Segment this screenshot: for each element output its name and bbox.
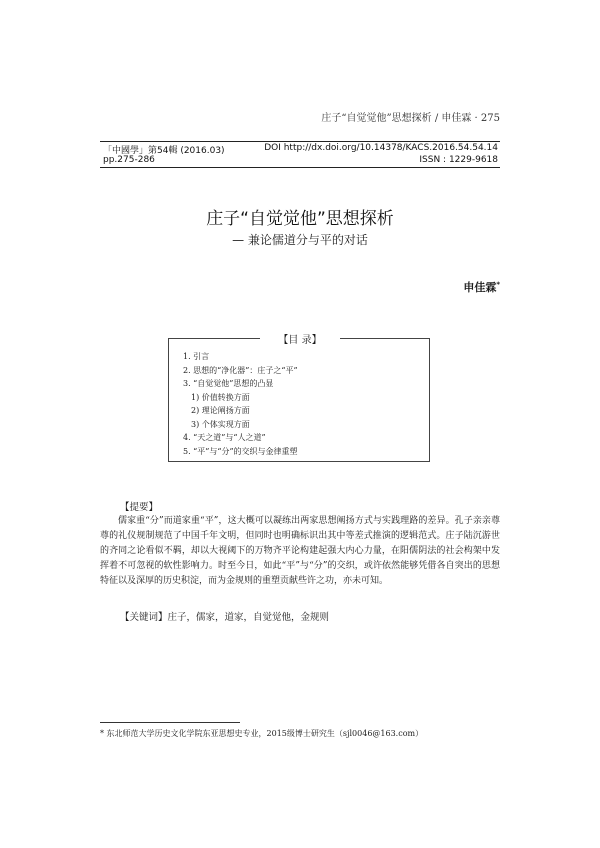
toc-item: 3. “自觉觉他”思想的凸显: [183, 379, 274, 388]
toc-list: [183, 350, 298, 458]
meta-top-rule: [100, 141, 500, 142]
toc-item: 5. “平”与“分”的交织与金律重塑: [183, 446, 298, 456]
author: [463, 279, 500, 295]
journal-info: 「中國學」第54輯 (2016.03): [103, 146, 225, 156]
footnote-rule: [100, 722, 240, 723]
page-range: pp.275-286: [103, 155, 155, 165]
toc-subitem: 1) 价值转换方面: [191, 392, 250, 402]
toc-subitem: 2) 理论阐扬方面: [191, 406, 250, 415]
meta-bottom-rule: [100, 167, 500, 168]
running-head: 庄子“自觉觉他”思想探析 / 申佳霖 · 275: [321, 113, 500, 124]
keywords: 【关键词】庄子，儒家，道家，自觉觉他，金规则: [120, 612, 330, 623]
toc-item: 2. 思想的“净化器”：庄子之“平”: [183, 365, 298, 375]
abstract-body: 儒家重“分”而道家重“平”，这大概可以凝练出两家思想阐扬方式与实践理路的差异。孔子亲亲尊尊的礼仪规制规范了中国千年文明，但同时也明确标识出其中等差式推演的逻辑范式。庄子陆沉游世的齐同之论看似不羁，却以大视阈下的万物齐平论构建起强大内心力量，在阳儒阴法的社会构架中发挥着不可忽视的软性影响力。时至今日，如此“平”与“分”的交织，或许依然能够凭借各自突出的思想特征以及深厚的历史积淀，而为金规则的重塑贡献些许之功，亦未可知。: [100, 516, 500, 586]
toc-item: 4. “天之道”与“人之道”: [183, 433, 266, 442]
abstract-label: 【提要】: [120, 502, 159, 513]
toc-heading: 【目 录】: [260, 331, 340, 346]
article-subtitle: — 兼论儒道分与平的对话: [232, 233, 368, 247]
doi-link[interactable]: DOI http://dx.doi.org/10.14378/KACS.2016.54.54.14: [264, 143, 498, 153]
footnote: * 东北师范大学历史文化学院东亚思想史专业，2015级博士研究生（sjl0046@163.com）: [100, 729, 424, 738]
issn: ISSN : 1229-9618: [419, 155, 498, 165]
article-title: 庄子“自觉觉他”思想探析: [206, 209, 394, 229]
author-name: 申佳霖: [463, 281, 497, 294]
toc-item: 1. 引言: [183, 352, 210, 361]
author-footnote-mark[interactable]: *: [496, 280, 500, 289]
toc-subitem: 3) 个体实现方面: [191, 419, 250, 429]
